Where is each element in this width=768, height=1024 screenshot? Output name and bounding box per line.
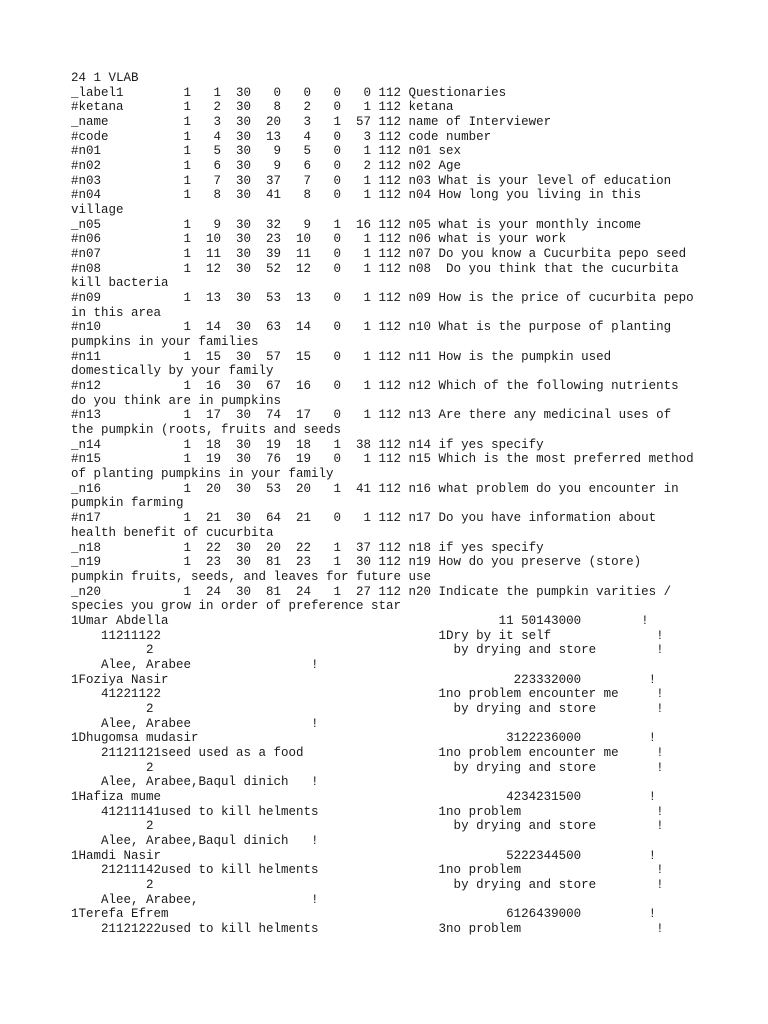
document-line: #n02 1 6 30 9 6 0 2 112 n02 Age bbox=[71, 159, 462, 174]
document-line: do you think are in pumpkins bbox=[71, 393, 282, 408]
document-line: pumpkins in your families bbox=[71, 335, 259, 350]
document-line: #n12 1 16 30 67 16 0 1 112 n12 Which of the following nutrients bbox=[71, 379, 679, 394]
document-line: Alee, Arabee, ! bbox=[71, 892, 319, 907]
document-line: 2 by drying and store ! bbox=[71, 819, 664, 834]
document-line: 41221122 1no problem encounter me ! bbox=[71, 687, 664, 702]
document-line: #n06 1 10 30 23 10 0 1 112 n06 what is your work bbox=[71, 232, 567, 247]
document-line: 2 by drying and store ! bbox=[71, 701, 664, 716]
document-line: _n05 1 9 30 32 9 1 16 112 n05 what is your monthly income bbox=[71, 217, 642, 232]
document-line: in this area bbox=[71, 305, 162, 320]
document-line: pumpkin fruits, seeds, and leaves for future use bbox=[71, 569, 432, 584]
document-line: #ketana 1 2 30 8 2 0 1 112 ketana bbox=[71, 100, 454, 115]
document-line: #n15 1 19 30 76 19 0 1 112 n15 Which is the most preferred method bbox=[71, 452, 694, 467]
document-line: 1Umar Abdella 11 50143000 ! bbox=[71, 613, 649, 628]
document-line: of planting pumpkins in your family bbox=[71, 467, 334, 482]
document-line: 2 by drying and store ! bbox=[71, 643, 664, 658]
document-line: 1Hafiza mume 4234231500 ! bbox=[71, 789, 657, 804]
document-line: #n10 1 14 30 63 14 0 1 112 n10 What is the purpose of planting bbox=[71, 320, 672, 335]
document-line: Alee, Arabee,Baqul dinich ! bbox=[71, 833, 319, 848]
document-line: #n08 1 12 30 52 12 0 1 112 n08 Do you think that the cucurbita bbox=[71, 261, 679, 276]
document-line: 2 by drying and store ! bbox=[71, 760, 664, 775]
document-line: 1Foziya Nasir 223332000 ! bbox=[71, 672, 657, 687]
document-line: 24 1 VLAB bbox=[71, 71, 139, 85]
document-line: #n11 1 15 30 57 15 0 1 112 n11 How is the pumpkin used bbox=[71, 349, 612, 364]
document-line: 11211122 1Dry by it self ! bbox=[71, 628, 664, 643]
document-line: 21211142used to kill helments 1no problem ! bbox=[71, 863, 664, 878]
document-line: Alee, Arabee ! bbox=[71, 657, 319, 672]
document-line: 21121121seed used as a food 1no problem encounter me ! bbox=[71, 745, 664, 760]
document-line: 1Dhugomsa mudasir 3122236000 ! bbox=[71, 731, 657, 746]
document-line: #n03 1 7 30 37 7 0 1 112 n03 What is your level of education bbox=[71, 173, 672, 188]
document-line: #n13 1 17 30 74 17 0 1 112 n13 Are there any medicinal uses of bbox=[71, 408, 672, 423]
document-line: 2 by drying and store ! bbox=[71, 877, 664, 892]
document-line: #code 1 4 30 13 4 0 3 112 code number bbox=[71, 129, 492, 144]
document-line: health benefit of cucurbita bbox=[71, 525, 274, 540]
document-line: Alee, Arabee,Baqul dinich ! bbox=[71, 775, 319, 790]
document-line: pumpkin farming bbox=[71, 496, 184, 511]
document-line: kill bacteria bbox=[71, 276, 169, 291]
document-line: _n18 1 22 30 20 22 1 37 112 n18 if yes specify bbox=[71, 540, 544, 555]
document-line: 1Hamdi Nasir 5222344500 ! bbox=[71, 848, 657, 863]
document-line: 41211141used to kill helments 1no problem ! bbox=[71, 804, 664, 819]
document-line: domestically by your family bbox=[71, 364, 274, 379]
document-line: 21121222used to kill helments 3no problem ! bbox=[71, 921, 664, 936]
document-line: _n20 1 24 30 81 24 1 27 112 n20 Indicate the pumpkin varities / bbox=[71, 584, 672, 599]
document-line: the pumpkin (roots, fruits and seeds bbox=[71, 423, 342, 438]
document-line: species you grow in order of preference star bbox=[71, 599, 402, 614]
document-line: village bbox=[71, 203, 124, 218]
document-line: _name 1 3 30 20 3 1 57 112 name of Interviewer bbox=[71, 115, 552, 130]
document-line: #n17 1 21 30 64 21 0 1 112 n17 Do you have information about bbox=[71, 511, 657, 526]
document-line: _n19 1 23 30 81 23 1 30 112 n19 How do you preserve (store) bbox=[71, 555, 642, 570]
document-line: 1Terefa Efrem 6126439000 ! bbox=[71, 907, 657, 922]
document-line: #n04 1 8 30 41 8 0 1 112 n04 How long you living in this bbox=[71, 188, 642, 203]
document-line: Alee, Arabee ! bbox=[71, 716, 319, 731]
document-line: _n16 1 20 30 53 20 1 41 112 n16 what problem do you encounter in bbox=[71, 481, 679, 496]
document-text bbox=[71, 71, 711, 937]
document-line: #n07 1 11 30 39 11 0 1 112 n07 Do you know a Cucurbita pepo seed bbox=[71, 247, 687, 262]
document-line: _label1 1 1 30 0 0 0 0 112 Questionaries bbox=[71, 85, 507, 100]
document-line: #n01 1 5 30 9 5 0 1 112 n01 sex bbox=[71, 144, 462, 159]
document-line: _n14 1 18 30 19 18 1 38 112 n14 if yes specify bbox=[71, 437, 544, 452]
document-line: #n09 1 13 30 53 13 0 1 112 n09 How is the price of cucurbita pepo bbox=[71, 291, 694, 306]
